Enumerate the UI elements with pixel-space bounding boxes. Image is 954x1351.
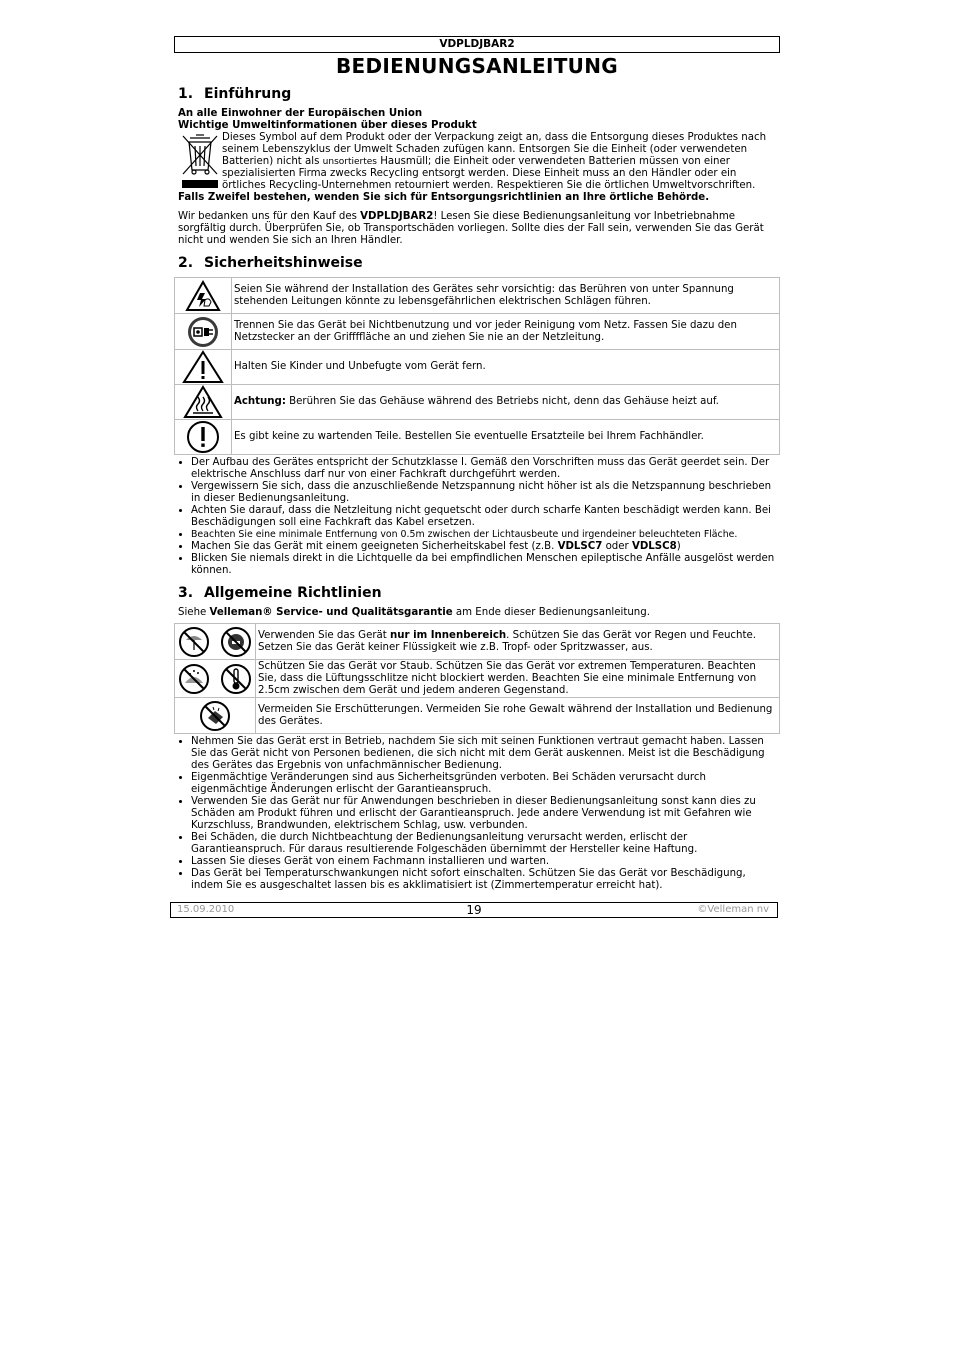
safety-table (174, 277, 780, 455)
no-rain-icon (178, 626, 210, 658)
list-item: • Blicken Sie niemals direkt in die Lichtquelle da bei empfindlichen Menschen epileptische Anfälle ausgelöst werden können. (191, 553, 780, 577)
manual-page (174, 36, 780, 892)
safety-bullets (174, 457, 780, 577)
table-row: Verwenden Sie das Gerät nur im Innenbereich. Schützen Sie das Gerät vor Regen und Feuchte. Setzen Sie das Gerät keiner Flüssigkeit wie z.B. Tropf- oder Spritzwasser, aus. (175, 624, 780, 660)
no-extreme-temp-icon (220, 663, 252, 695)
guidelines-table (174, 623, 780, 734)
list-item: • Eigenmächtige Veränderungen sind aus Sicherheitsgründen verboten. Bei Schäden verursacht durch eigenmächtige Änderungen erlischt der Garantieanspruch. (191, 772, 780, 796)
list-item: • Der Aufbau des Gerätes entspricht der Schutzklasse I. Gemäß den Vorschriften muss das Gerät geerdet sein. Der elektrische Anschluss darf nur von einer Fachkraft durchgeführt werden. (191, 457, 780, 481)
no-liquid-icon (220, 626, 252, 658)
doubt-line: Falls Zweifel bestehen, wenden Sie sich für Entsorgungsrichtlinien an Ihre örtliche Behörde. (178, 192, 710, 203)
page-title: BEDIENUNGSANLEITUNG (336, 54, 618, 78)
env-info-line: Wichtige Umweltinformationen über dieses Produkt (178, 120, 477, 131)
no-dust-icon (178, 663, 210, 695)
exclamation-circle-icon (175, 420, 232, 455)
guideline-bullets (174, 736, 780, 892)
page-number: 19 (466, 903, 482, 917)
footer-date: 15.09.2010 (177, 904, 235, 915)
weee-text: Dieses Symbol auf dem Produkt oder der Verpackung zeigt an, dass die Entsorgung dieses Produktes nach seinem Lebenszyklus der Umwelt Schaden zufügen kann. Entsorgen Sie die Einheit (oder verwendeten Batterien) nicht als unsortiertes Hausmüll; die Einheit oder verwendeten Batterien müssen von einer spezialisierten Firma zwecks Recycling entsorgt werden. Diese Einheit muss an den Händler oder ein örtliches Recycling-Unternehmen retourniert werden. Respektieren Sie die örtlichen Umweltvorschriften. (222, 132, 767, 191)
list-item: • Bei Schäden, die durch Nichtbeachtung der Bedienungsanleitung verursacht werden, erlischt der Garantieanspruch. Für daraus resultierende Folgeschäden übernimmt der Hersteller keine Haftung. (191, 832, 780, 856)
hot-surface-icon (175, 385, 232, 420)
table-row: Schützen Sie das Gerät vor Staub. Schützen Sie das Gerät vor extremen Temperaturen. Beachten Sie, dass die Lüftungsschlitze nicht blockiert werden. Beachten Sie eine minimale Entfernung von 2.5cm zwischen dem Gerät und jedem anderen Gegenstand. (175, 660, 780, 698)
electric-hand-warning-icon (175, 278, 232, 314)
eu-residents-line: An alle Einwohner der Europäischen Union (178, 108, 423, 119)
section-2-heading: 2. Sicherheitshinweise (178, 255, 363, 271)
table-row: Achtung: Berühren Sie das Gehäuse während des Betriebs nicht, denn das Gehäuse heizt auf. (175, 385, 780, 420)
table-row: Seien Sie während der Installation des Gerätes sehr vorsichtig: das Berühren von unter Spannung stehenden Leitungen könnte zu lebensgefährlichen elektrischen Schlägen führen. (175, 278, 780, 314)
guarantee-intro: Siehe Velleman® Service- und Qualitätsgarantie am Ende dieser Bedienungsanleitung. (178, 607, 650, 618)
list-item: • Achten Sie darauf, dass die Netzleitung nicht gequetscht oder durch scharfe Kanten beschädigt werden kann. Bei Beschädigungen soll eine Fachkraft das Kabel ersetzen. (191, 505, 780, 529)
thanks-paragraph: Wir bedanken uns für den Kauf des VDPLDJBAR2! Lesen Sie diese Bedienungsanleitung vor Inbetriebnahme sorgfältig durch. Überprüfen Sie, ob Transportschäden vorliegen. Sollte dies der Fall sein, verwenden Sie das Gerät nicht und wenden Sie sich an Ihren Händler. (178, 211, 764, 246)
weee-bin-icon (178, 132, 222, 192)
no-shock-icon (199, 700, 231, 732)
list-item: • Lassen Sie dieses Gerät von einem Fachmann installieren und warten. (191, 856, 780, 868)
section-3-heading: 3. Allgemeine Richtlinien (178, 585, 382, 601)
table-row: Vermeiden Sie Erschütterungen. Vermeiden Sie rohe Gewalt während der Installation und Bedienung des Gerätes. (175, 698, 780, 734)
list-item: • Beachten Sie eine minimale Entfernung von 0.5m zwischen der Lichtausbeute und irgendeiner beleuchteten Fläche. (191, 529, 780, 541)
list-item: • Nehmen Sie das Gerät erst in Betrieb, nachdem Sie sich mit seinen Funktionen vertraut gemacht haben. Lassen Sie das Gerät nicht von Personen bedienen, die sich nicht mit dem Gerät auskennen. Meist ist die Beschädigung des Gerätes das Ergebnis von unfachmännischer Bedienung. (191, 736, 780, 772)
exclamation-triangle-icon (175, 350, 232, 385)
footer-copyright: ©Velleman nv (697, 904, 769, 915)
list-item: • Verwenden Sie das Gerät nur für Anwendungen beschrieben in dieser Bedienungsanleitung sonst kann dies zu Schäden am Produkt führen und erlischt der Garantieanspruch. Jede andere Verwendung ist mit Gefahren wie Kurzschluss, Brandwunden, elektrischem Schlag, usw. verbunden. (191, 796, 780, 832)
table-row: Halten Sie Kinder und Unbefugte vom Gerät fern. (175, 350, 780, 385)
list-item: • Vergewissern Sie sich, dass die anzuschließende Netzspannung nicht höher ist als die Netzspannung beschrieben in dieser Bedienungsanleitung. (191, 481, 780, 505)
weee-block (178, 132, 776, 192)
model-header: VDPLDJBAR2 (174, 36, 780, 53)
table-row: Es gibt keine zu wartenden Teile. Bestellen Sie eventuelle Ersatzteile bei Ihrem Fachhändler. (175, 420, 780, 455)
list-item: • Das Gerät bei Temperaturschwankungen nicht sofort einschalten. Schützen Sie das Gerät vor Beschädigung, indem Sie es ausgeschaltet lassen bis es akklimatisiert ist (Zimmertemperatur erreicht hat). (191, 868, 780, 892)
section-1-heading: 1. Einführung (178, 86, 292, 102)
table-row: Trennen Sie das Gerät bei Nichtbenutzung und vor jeder Reinigung vom Netz. Fassen Sie dazu den Netzstecker an der Griffffläche an und ziehen Sie nie an der Netzleitung. (175, 314, 780, 350)
page-footer (170, 902, 778, 918)
list-item: • Machen Sie das Gerät mit einem geeigneten Sicherheitskabel fest (z.B. VDLSC7 oder VDLSC8) (191, 541, 780, 553)
unplug-icon (175, 314, 232, 350)
